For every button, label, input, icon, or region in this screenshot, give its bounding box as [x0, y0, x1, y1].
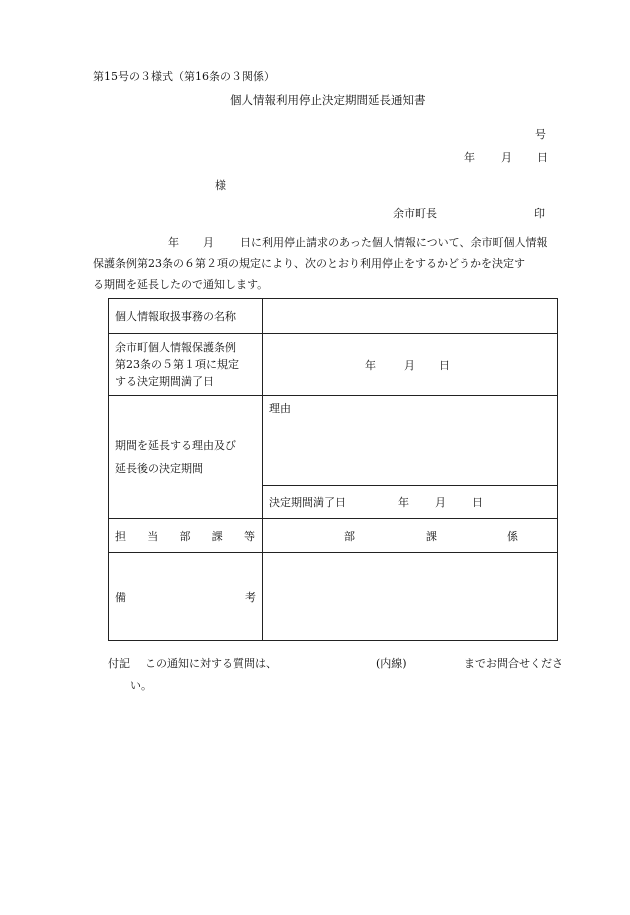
- dept-ka: 課: [426, 529, 437, 543]
- number-label: 号: [535, 128, 546, 141]
- remarks-char-2: 考: [245, 590, 256, 604]
- orig-deadline-month: 月: [404, 358, 415, 372]
- new-deadline-year: 年: [398, 496, 409, 509]
- seal-mark: 印: [534, 207, 545, 220]
- reason-label: 理由: [269, 402, 291, 415]
- dept-char-2: 当: [147, 529, 159, 543]
- label-original-deadline-1: 余市町個人情報保護条例: [115, 341, 236, 354]
- field-office-name[interactable]: [263, 299, 558, 334]
- dept-char-1: 担: [115, 529, 126, 543]
- document-title: 個人情報利用停止決定期間延長通知書: [230, 93, 426, 107]
- field-department[interactable]: [263, 519, 558, 553]
- note-prefix: 付記: [108, 657, 130, 670]
- note-text-1: この通知に対する質問は、: [145, 657, 277, 670]
- label-reason-and-period: [109, 396, 263, 519]
- orig-deadline-day: 日: [439, 358, 450, 372]
- field-original-deadline[interactable]: [263, 334, 558, 396]
- row-reason: [109, 396, 558, 486]
- field-reason[interactable]: [263, 396, 558, 486]
- sender-name: 余市町長: [393, 207, 437, 220]
- note-text-2: までお問合せくださ: [464, 657, 563, 670]
- body-line1: 日に利用停止請求のあった個人情報について、余市町個人情報: [240, 236, 548, 249]
- label-remarks: [109, 553, 263, 641]
- label-reason-1: 期間を延長する理由及び: [115, 439, 236, 452]
- body-year: 年: [168, 236, 179, 249]
- label-original-deadline: [109, 334, 263, 396]
- field-remarks[interactable]: [263, 553, 558, 641]
- label-office-name-text: 個人情報取扱事務の名称: [115, 310, 236, 323]
- note-extension: (内線): [376, 657, 407, 670]
- body-line3: る期間を延長したので通知します。: [93, 278, 269, 291]
- date-year: 年: [464, 151, 475, 164]
- label-reason-2: 延長後の決定期間: [115, 462, 203, 475]
- new-deadline-month: 月: [435, 496, 446, 509]
- date-day: 日: [537, 151, 548, 164]
- dept-bu: 部: [344, 529, 355, 543]
- dept-char-4: 課: [211, 529, 223, 543]
- label-original-deadline-3: する決定期間満了日: [115, 375, 214, 388]
- body-month: 月: [203, 236, 214, 249]
- body-line2: 保護条例第23条の６第２項の規定により、次のとおり利用停止をするかどうかを決定す: [93, 257, 525, 270]
- new-deadline-label: 決定期間満了日: [269, 496, 346, 509]
- dept-char-3: 部: [179, 529, 191, 543]
- date-month: 月: [501, 151, 512, 164]
- remarks-char-1: 備: [115, 590, 126, 604]
- row-department: [109, 519, 558, 553]
- label-original-deadline-2: 第23条の５第１項に規定: [115, 358, 239, 371]
- label-office-name: [109, 299, 263, 334]
- row-office-name: [109, 299, 558, 334]
- addressee-suffix: 様: [215, 179, 226, 192]
- row-remarks: [109, 553, 558, 641]
- dept-kakari: 係: [507, 529, 518, 543]
- form-number: 第15号の３様式（第16条の３関係）: [93, 70, 275, 83]
- new-deadline-day: 日: [472, 496, 483, 509]
- field-new-deadline[interactable]: [263, 486, 558, 519]
- note-text-3: い。: [130, 679, 152, 692]
- row-original-deadline: [109, 334, 558, 396]
- label-department: [109, 519, 263, 553]
- extension-form-table: [108, 298, 558, 641]
- orig-deadline-year: 年: [365, 358, 376, 372]
- dept-char-5: 等: [244, 529, 255, 543]
